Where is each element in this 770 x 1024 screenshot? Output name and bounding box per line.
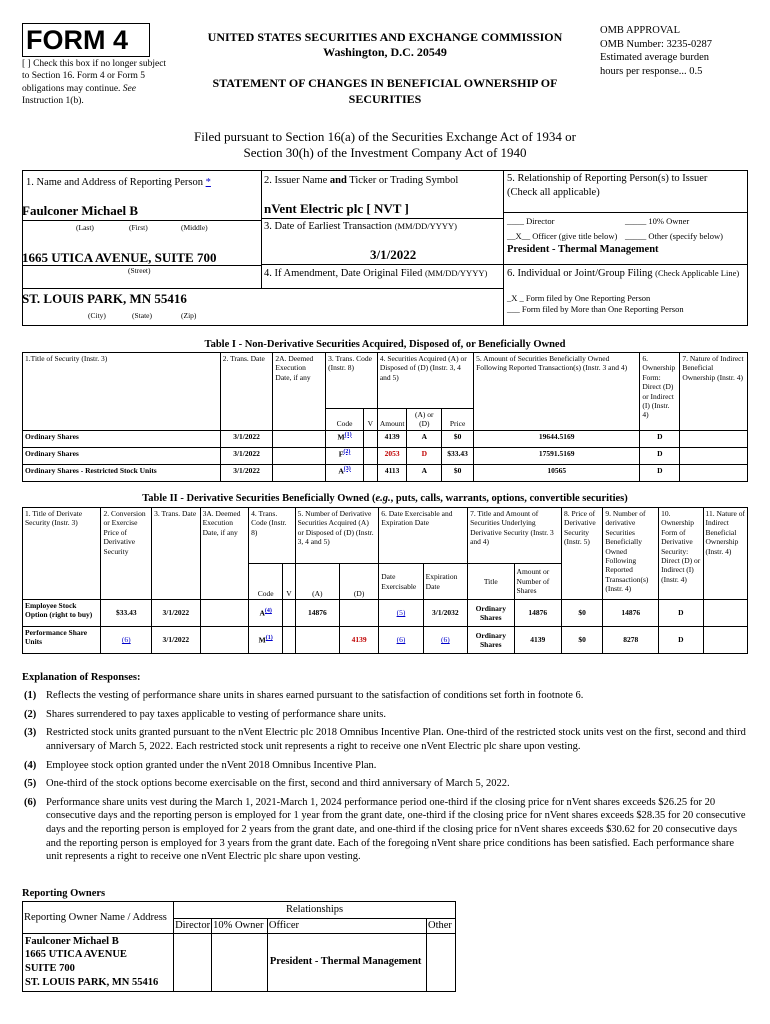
- footnote-6-text: Performance share units vest during the March 1, 2021-March 1, 2024 performance period one-third if the closing price for nVent shares exceeds $26.25 for 20 consecutive days and the reporting person is employed for 1 year from the grant date, one-third if the closing price for nVent shares exceeds $28.35 for 20 consecutive days and the reporting person is employed for 2 years from the grant date, and one-third if the closing price for nVent shares exceeds $30.62 for 20 consecutive days and the reporting person is employed for 3 years from the grant date. Each of the foregoing nVent share price conditions has been satisfied. Each performance share unit represents a right to receive one nVent Electric plc share upon vesting.: [46, 796, 746, 863]
- footnote-2-text: Shares surrendered to pay taxes applicable to vesting of performance share units.: [46, 708, 386, 720]
- box5-label-text: 5. Relationship of Reporting Person(s) to Issuer: [507, 173, 708, 184]
- t2-r0-u-amount: 14876: [514, 600, 562, 627]
- t2-r1-expiration[interactable]: (6): [423, 627, 467, 654]
- t1-r1-nature: [680, 447, 748, 464]
- t2-sub-d: (D): [340, 564, 379, 600]
- t2-r0-price: $33.43: [101, 600, 152, 627]
- box5-label: [507, 172, 747, 199]
- t1-r0-form: D: [640, 430, 680, 447]
- table1-title: Table I - Non-Derivative Securities Acquired, Disposed of, or Beneficially Owned: [204, 339, 566, 350]
- box4-label: [264, 267, 487, 281]
- ten-pct-owner-checkbox[interactable]: _____ 10% Owner: [625, 216, 690, 226]
- t2-r0-deemed: [200, 600, 249, 627]
- see-instruction-prefix: See: [122, 83, 136, 94]
- t1-r0-fn-link[interactable]: (1): [344, 431, 352, 438]
- table2: [22, 507, 748, 654]
- footnote-4-text: Employee stock option granted under the nVent 2018 Omnibus Incentive Plan.: [46, 759, 377, 771]
- statement-title: STATEMENT OF CHANGES IN BENEFICIAL OWNERSHIP OF SECURITIES: [212, 76, 558, 106]
- owners-col-other: Other: [427, 918, 456, 933]
- box2-label: [264, 174, 458, 188]
- box1-label: [26, 176, 211, 190]
- table-row: [23, 627, 748, 654]
- footnotes: [24, 689, 748, 869]
- t1-r2-fn-link[interactable]: (3): [343, 465, 351, 472]
- box6-sub: (Check Applicable Line): [655, 268, 740, 278]
- filed-pursuant-2: Section 30(h) of the Investment Company Act of 1940: [243, 145, 527, 160]
- t2-r1-code-text: M: [258, 635, 266, 645]
- burden-line-2: hours per response... 0.5: [600, 65, 703, 77]
- footnote-item: [24, 777, 748, 791]
- footnote-3-text: Restricted stock units granted pursuant to the nVent Electric plc 2018 Omnibus Incentive Plan. One-third of the restricted stock units vest on the first, second and third anniversary of March 5, 2022. Each restricted stock unit represents a right to receive one nVent Electric plc share upon vesting.: [46, 727, 746, 752]
- street-label: (Street): [128, 266, 151, 275]
- t2-col11-header: 11. Nature of Indirect Beneficial Ownership (Instr. 4): [703, 508, 748, 600]
- t1-col2a-header: 2A. Deemed Execution Date, if any: [273, 353, 326, 431]
- omb-approval: OMB APPROVAL: [600, 25, 681, 36]
- t1-r1-owned: 17591.5169: [474, 447, 640, 464]
- t1-r2-deemed: [273, 464, 326, 481]
- t1-r1-date: 3/1/2022: [220, 447, 273, 464]
- t1-sub-code: Code: [326, 409, 364, 431]
- t1-col6-header: 6. Ownership Form: Direct (D) or Indirect (I) (Instr. 4): [640, 353, 680, 431]
- t1-col7-header: 7. Nature of Indirect Beneficial Ownership (Instr. 4): [680, 353, 748, 431]
- last-label: (Last): [76, 223, 94, 232]
- t2-r0-code-text: A: [259, 608, 265, 618]
- table-row: [23, 600, 748, 627]
- t1-col1-header: 1.Title of Security (Instr. 3): [23, 353, 221, 431]
- city-state-zip: ST. LOUIS PARK, MN 55416: [22, 291, 187, 306]
- t1-r0-date: 3/1/2022: [220, 430, 273, 447]
- t2-r1-date: 3/1/2022: [152, 627, 201, 654]
- owners-col-ten-pct: 10% Owner: [212, 918, 268, 933]
- omb-box: [600, 24, 765, 79]
- t2-r1-fn-link[interactable]: (1): [265, 635, 273, 642]
- officer-title: President - Thermal Management: [507, 244, 659, 255]
- explanation-heading: Explanation of Responses:: [22, 672, 141, 683]
- t2-col8-header: 8. Price of Derivative Security (Instr. 5): [562, 508, 603, 600]
- t1-r1-amount: 2053: [377, 447, 407, 464]
- table2-title-eg: e.g.: [375, 493, 391, 504]
- t2-r1-exercisable[interactable]: (6): [379, 627, 423, 654]
- t2-r0-acq: 14876: [295, 600, 339, 627]
- agency-name: UNITED STATES SECURITIES AND EXCHANGE COMMISSION: [207, 30, 563, 44]
- t1-col4-header: 4. Securities Acquired (A) or Disposed of (D) (Instr. 3, 4 and 5): [377, 353, 473, 409]
- footnote-6-num: (6): [24, 796, 37, 808]
- t2-r0-nature: [703, 600, 748, 627]
- box3-format: (MM/DD/YYYY): [394, 221, 457, 231]
- reporting-owners-heading: Reporting Owners: [22, 888, 106, 899]
- t1-r0-code-text: M: [337, 432, 345, 442]
- t2-r1-code: [249, 627, 283, 654]
- footnote-2-num: (2): [24, 708, 37, 720]
- box3-label: [264, 220, 457, 234]
- t2-r1-title: Performance Share Units: [23, 627, 101, 654]
- table-row: [23, 430, 748, 447]
- owner-officer-title: President - Thermal Management: [267, 933, 426, 991]
- t1-r0-price: $0: [442, 430, 474, 447]
- state-label: (State): [132, 311, 152, 320]
- one-person-checkbox[interactable]: _X _ Form filed by One Reporting Person: [507, 293, 651, 303]
- checkbox-note: [22, 58, 172, 107]
- t1-r0-amount: 4139: [377, 430, 407, 447]
- footnote-item: [24, 796, 748, 864]
- t2-sub-code: Code: [249, 564, 283, 600]
- t1-col2-header: 2. Trans. Date: [220, 353, 273, 431]
- t2-r1-u-amount: 4139: [514, 627, 562, 654]
- middle-label: (Middle): [181, 223, 208, 232]
- owner-addr-2: SUITE 700: [25, 962, 75, 974]
- owners-col-director: Director: [174, 918, 212, 933]
- see-instruction: Instruction 1(b).: [22, 96, 84, 107]
- footnote-5-num: (5): [24, 778, 37, 790]
- t1-r2-code: [326, 464, 364, 481]
- owners-col-name: Reporting Owner Name / Address: [23, 902, 174, 934]
- t2-r1-d-price: $0: [562, 627, 603, 654]
- t2-r0-v: [283, 600, 295, 627]
- t2-r0-disp: [340, 600, 379, 627]
- t2-r0-owned: 14876: [603, 600, 659, 627]
- owner-other: [427, 933, 456, 991]
- t1-sub-price: Price: [442, 409, 474, 431]
- table2-title: [22, 492, 748, 506]
- t1-r0-owned: 19644.5169: [474, 430, 640, 447]
- omb-number: OMB Number: 3235-0287: [600, 38, 712, 50]
- t2-r0-exercisable[interactable]: (5): [379, 600, 423, 627]
- owner-ten-pct: [212, 933, 268, 991]
- reporting-person-name: Faulconer Michael B: [22, 203, 139, 218]
- owner-director: [174, 933, 212, 991]
- table2-title-post: , puts, calls, warrants, options, convertible securities): [390, 493, 628, 504]
- t1-r2-date: 3/1/2022: [220, 464, 273, 481]
- t2-r0-title: Employee Stock Option (right to buy): [23, 600, 101, 627]
- t2-col5-header: 5. Number of Derivative Securities Acquired (A) or Disposed of (D) (Instr. 3, 4 and 5): [295, 508, 379, 564]
- t1-sub-aord: (A) or (D): [407, 409, 442, 431]
- t2-col4-header: 4. Trans. Code (Instr. 8): [249, 508, 295, 564]
- box1-label-text: 1. Name and Address of Reporting Person: [26, 177, 204, 188]
- t2-sub-title: Title: [468, 564, 514, 600]
- t2-sub-a: (A): [295, 564, 339, 600]
- footnote-5-text: One-third of the stock options become exercisable on the first, second and third anniversary of March 5, 2022.: [46, 778, 510, 790]
- t2-r1-v: [283, 627, 295, 654]
- t2-col10-header: 10. Ownership Form of Derivative Security: Direct (D) or Indirect (I) (Instr. 4): [659, 508, 703, 600]
- box2-label-pre: 2. Issuer Name: [264, 175, 330, 186]
- footnote-item: [24, 726, 748, 753]
- t1-r2-v: [363, 464, 377, 481]
- t1-r0-code: [326, 430, 364, 447]
- t1-r2-price: $0: [442, 464, 474, 481]
- t1-r2-title: Ordinary Shares - Restricted Stock Units: [23, 464, 221, 481]
- t2-r0-expiration: 3/1/2032: [423, 600, 467, 627]
- agency-location: Washington, D.C. 20549: [323, 45, 447, 59]
- owner-address-cell: [23, 933, 174, 991]
- footnote-1-num: (1): [24, 690, 37, 701]
- street-address: 1665 UTICA AVENUE, SUITE 700: [22, 250, 217, 265]
- t2-r0-fn-link[interactable]: (4): [264, 608, 272, 615]
- t1-r1-deemed: [273, 447, 326, 464]
- t2-sub-expiration: Expiration Date: [423, 564, 467, 600]
- box4-label-text: 4. If Amendment, Date Original Filed: [264, 268, 423, 279]
- more-person-checkbox[interactable]: ___ Form filed by More than One Reporting Person: [507, 304, 684, 314]
- t1-r0-aord: A: [407, 430, 442, 447]
- earliest-date: 3/1/2022: [370, 247, 417, 262]
- t2-col3-header: 3. Trans. Date: [152, 508, 201, 600]
- footnote-item: [24, 759, 748, 773]
- burden-line-1: Estimated average burden: [600, 52, 710, 64]
- t2-r1-disp: 4139: [340, 627, 379, 654]
- footnote-item: [24, 689, 748, 703]
- filed-pursuant-1: Filed pursuant to Section 16(a) of the Securities Exchange Act of 1934 or: [194, 129, 576, 144]
- box3-label-text: 3. Date of Earliest Transaction: [264, 221, 393, 232]
- footnote-item: [24, 708, 748, 722]
- t1-r1-form: D: [640, 447, 680, 464]
- t2-r0-form: D: [659, 600, 703, 627]
- owners-col-officer: Officer: [267, 918, 426, 933]
- t1-r1-title: Ordinary Shares: [23, 447, 221, 464]
- t1-r1-aord: D: [407, 447, 442, 464]
- t2-r0-code: [249, 600, 283, 627]
- t2-col9-header: 9. Number of derivative Securities Beneficially Owned Following Reported Transaction(s) (Instr. 4): [603, 508, 659, 600]
- t1-r0-nature: [680, 430, 748, 447]
- t1-r0-v: [363, 430, 377, 447]
- t1-r2-nature: [680, 464, 748, 481]
- t2-r1-nature: [703, 627, 748, 654]
- first-label: (First): [129, 223, 148, 232]
- reporting-owners-table: [22, 901, 456, 992]
- t2-r1-u-title: Ordinary Shares: [468, 627, 514, 654]
- t2-r1-price[interactable]: (6): [101, 627, 152, 654]
- t1-col5-header: 5. Amount of Securities Beneficially Owned Following Reported Transaction(s) (Instr. 3 and 4): [474, 353, 640, 431]
- t2-r0-d-price: $0: [562, 600, 603, 627]
- t2-sub-amount: Amount or Number of Shares: [514, 564, 562, 600]
- t1-r1-v: [363, 447, 377, 464]
- owner-addr-3: ST. LOUIS PARK, MN 55416: [25, 976, 159, 988]
- box4-format: (MM/DD/YYYY): [424, 268, 488, 278]
- owners-relationships: Relationships: [174, 902, 456, 919]
- t1-sub-v: V: [363, 409, 377, 431]
- t1-r2-owned: 10565: [474, 464, 640, 481]
- footnote-4-num: (4): [24, 759, 37, 771]
- t1-sub-amount: Amount: [377, 409, 407, 431]
- director-checkbox[interactable]: ____ Director: [507, 216, 555, 226]
- t2-sub-v: V: [283, 564, 295, 600]
- table1: [22, 352, 748, 482]
- box5-sub: (Check all applicable): [507, 186, 600, 198]
- owner-addr-1: 1665 UTICA AVENUE: [25, 949, 127, 961]
- box2-label-and: and: [329, 175, 347, 186]
- owner-name: Faulconer Michael B: [25, 935, 119, 947]
- table2-title-pre: Table II - Derivative Securities Beneficially Owned (: [142, 493, 376, 504]
- t1-r2-aord: A: [407, 464, 442, 481]
- box6-label: [507, 267, 739, 281]
- t1-r1-code-text: F: [338, 449, 344, 459]
- t1-col3-header: 3. Trans. Code (Instr. 8): [326, 353, 378, 409]
- t1-r1-fn-link[interactable]: (2): [343, 448, 351, 455]
- city-label: (City): [88, 311, 106, 320]
- t2-r0-u-title: Ordinary Shares: [468, 600, 514, 627]
- t2-r1-acq: [295, 627, 339, 654]
- box6-label-text: 6. Individual or Joint/Group Filing: [507, 268, 653, 279]
- t2-col1-header: 1. Title of Derivate Security (Instr. 3): [23, 508, 101, 600]
- zip-label: (Zip): [181, 311, 197, 320]
- checkbox-note-text: [ ] Check this box if no longer subject to Section 16. Form 4 or Form 5 obligations may continue.: [22, 59, 167, 94]
- t1-r2-amount: 4113: [377, 464, 407, 481]
- t2-sub-exercisable: Date Exercisable: [379, 564, 423, 600]
- footnote-1-text: Reflects the vesting of performance share units in shares earned pursuant to the satisfaction of conditions set forth in footnote 6.: [46, 690, 584, 701]
- t2-col2-header: 2. Conversion or Exercise Price of Derivative Security: [101, 508, 152, 600]
- issuer-name: nVent Electric plc [ NVT ]: [264, 201, 409, 216]
- t1-r0-title: Ordinary Shares: [23, 430, 221, 447]
- t1-r1-price: $33.43: [442, 447, 474, 464]
- t2-r1-deemed: [200, 627, 249, 654]
- t2-r1-owned: 8278: [603, 627, 659, 654]
- t1-r0-deemed: [273, 430, 326, 447]
- table-row: [23, 447, 748, 464]
- box1-star: *: [205, 177, 211, 188]
- t1-r2-code-text: A: [338, 466, 344, 476]
- t2-r1-form: D: [659, 627, 703, 654]
- other-checkbox[interactable]: _____ Other (specify below): [625, 231, 723, 241]
- table-row: [23, 464, 748, 481]
- t1-r1-code: [326, 447, 364, 464]
- form-title: FORM 4: [26, 25, 129, 55]
- table-row: [23, 933, 456, 991]
- t2-col7-header: 7. Title and Amount of Securities Underlying Derivative Security (Instr. 3 and 4): [468, 508, 562, 564]
- officer-checkbox[interactable]: __X__ Officer (give title below): [507, 231, 618, 241]
- t1-r2-form: D: [640, 464, 680, 481]
- t2-col6-header: 6. Date Exercisable and Expiration Date: [379, 508, 468, 564]
- footnote-3-num: (3): [24, 727, 37, 739]
- t2-r0-date: 3/1/2022: [152, 600, 201, 627]
- box2-label-post: Ticker or Trading Symbol: [346, 175, 459, 186]
- t2-col3a-header: 3A. Deemed Execution Date, if any: [200, 508, 249, 600]
